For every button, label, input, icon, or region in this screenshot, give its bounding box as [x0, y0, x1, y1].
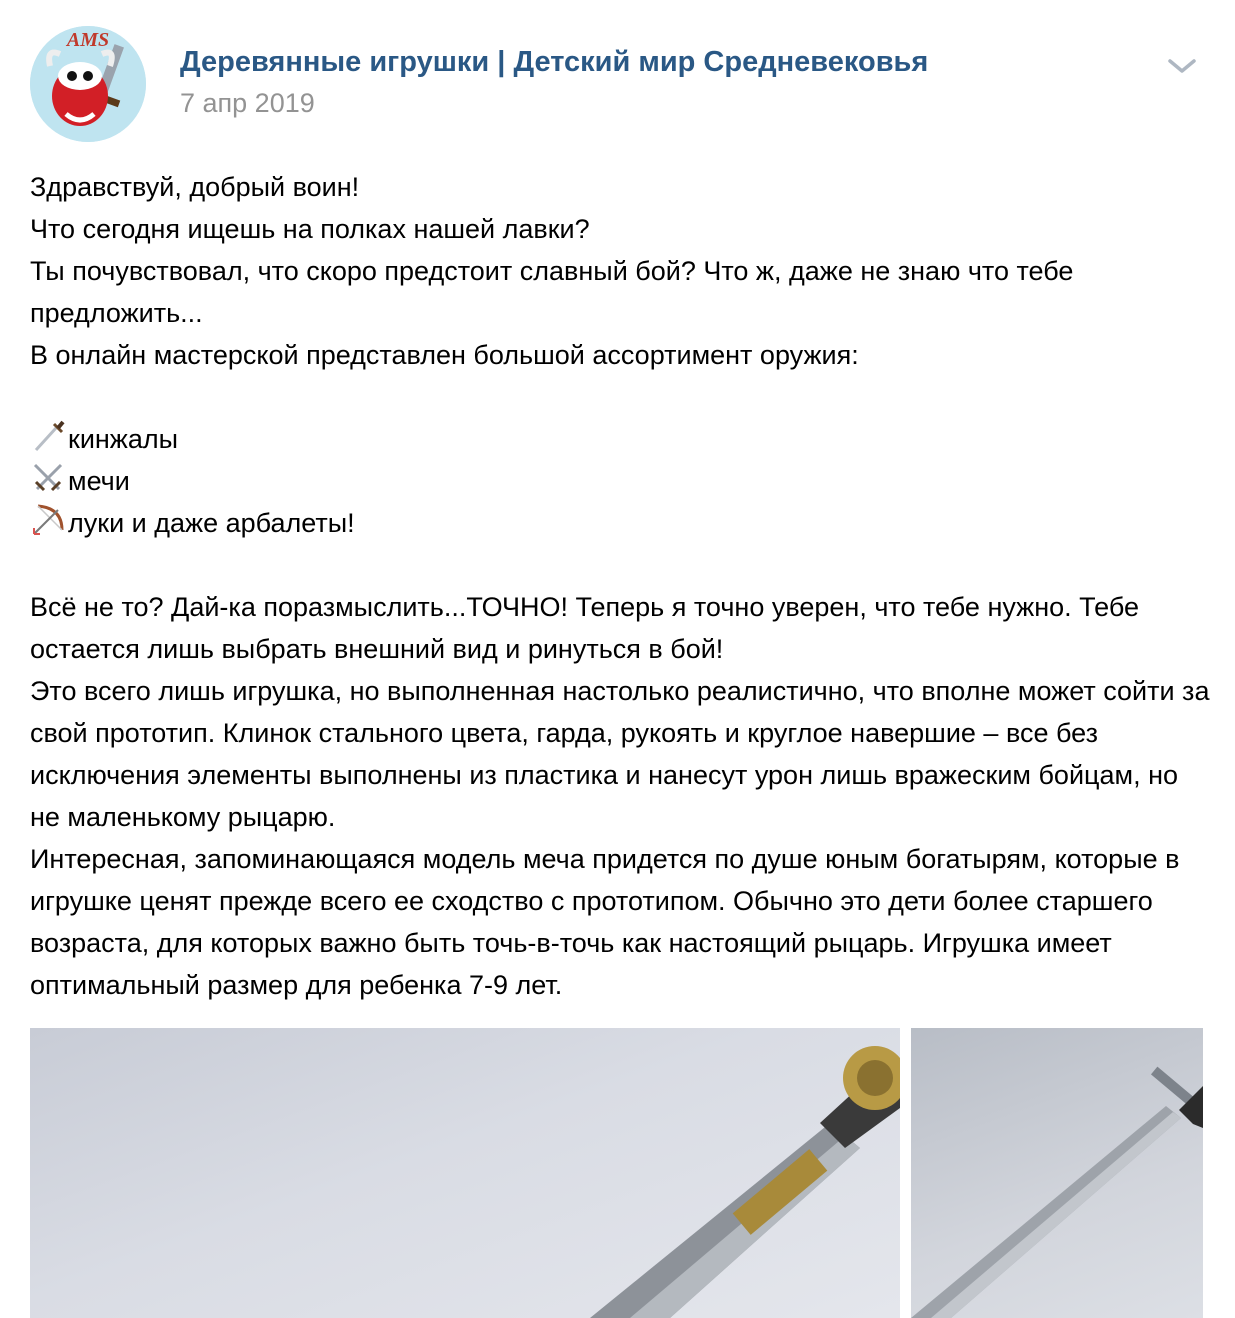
toy-sword-gold-hilt-photo[interactable]: [30, 1028, 900, 1318]
post-photos: [30, 1028, 1203, 1318]
list-item: [30, 460, 1210, 502]
author-name-link[interactable]: Деревянные игрушки | Детский мир Средневековья: [180, 46, 929, 78]
list-item: [30, 502, 1210, 544]
text-greeting: Здравствуй, добрый воин!: [30, 172, 360, 202]
list-item: [30, 418, 1210, 460]
list-item-label: кинжалы: [68, 424, 179, 454]
text-line: Ты почувствовал, что скоро предстоит славный бой? Что ж, даже не знаю что тебе предложить...: [30, 256, 1074, 328]
text-line: Что сегодня ищешь на полках нашей лавки?: [30, 214, 590, 244]
toy-sword-steel-crossguard-photo[interactable]: [911, 1028, 1203, 1318]
text-paragraph: Это всего лишь игрушка, но выполненная настолько реалистично, что вполне может сойти за свой прототип. Клинок стального цвета, гарда, рукоять и круглое навершие – все без исключения элементы выполнены из пластика и нанесут урон лишь вражеским бойцам, но не маленькому рыцарю.: [30, 676, 1210, 832]
avatar-text: AMS: [66, 29, 110, 51]
viking-mascot-logo-icon: [30, 26, 146, 142]
text-line: В онлайн мастерской представлен большой ассортимент оружия:: [30, 340, 859, 370]
dagger-icon: [30, 418, 66, 454]
list-item-label: мечи: [68, 466, 130, 496]
post-header: [30, 26, 1205, 142]
community-avatar[interactable]: [30, 26, 146, 142]
text-paragraph: Всё не то? Дай-ка поразмыслить...ТОЧНО! Теперь я точно уверен, что тебе нужно. Тебе остается лишь выбрать внешний вид и ринуться в бой!: [30, 592, 1140, 664]
chevron-down-icon[interactable]: [1166, 56, 1198, 76]
post-date[interactable]: 7 апр 2019: [180, 88, 315, 118]
bow-and-arrow-icon: [30, 502, 66, 538]
text-paragraph: Интересная, запоминающаяся модель меча придется по душе юным богатырям, которые в игрушке ценят прежде всего ее сходство с прототипом. Обычно это дети более старшего возраста, для которых важно быть точь-в-точь как настоящий рыцарь. Игрушка имеет оптимальный размер для ребенка 7-9 лет.: [30, 844, 1180, 1000]
list-item-label: луки и даже арбалеты!: [68, 508, 355, 538]
post-text: [30, 166, 1210, 1006]
crossed-swords-icon: [30, 460, 66, 496]
